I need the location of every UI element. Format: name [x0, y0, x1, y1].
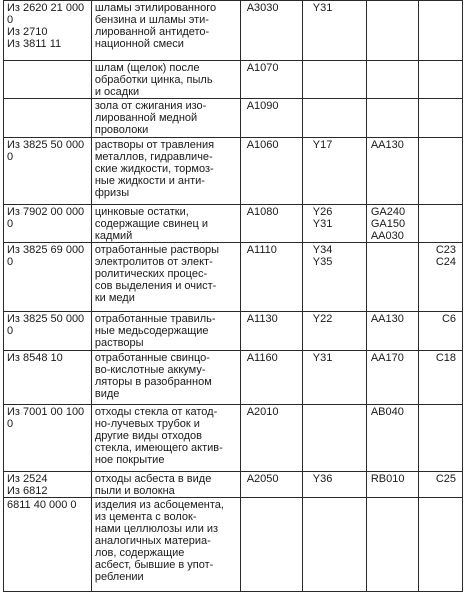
y-code-cell [302, 61, 366, 99]
oecd-code-cell: RB010 [366, 472, 418, 498]
table-row [4, 243, 463, 312]
table-row [4, 472, 463, 498]
waste-description-cell: отработанные растворы электролитов от элект- ролитических процес- сов выделения и очист- ки меди [91, 243, 240, 312]
table-row [4, 351, 463, 405]
basel-a-code-cell: A2010 [240, 405, 302, 472]
y-code-cell [302, 498, 366, 592]
c-code-cell: C6 [418, 312, 462, 351]
oecd-code-cell: GA240 GA150 AA030 [366, 205, 418, 243]
tn-ved-code-cell: Из 8548 10 [4, 351, 92, 405]
table-row [4, 312, 463, 351]
c-code-cell: C25 [418, 472, 462, 498]
table-row [4, 138, 463, 205]
oecd-code-cell: AB040 [366, 405, 418, 472]
y-code-cell: Y17 [302, 138, 366, 205]
tn-ved-code-cell: Из 2524 Из 6812 [4, 472, 92, 498]
basel-a-code-cell: A1110 [240, 243, 302, 312]
basel-a-code-cell: A1080 [240, 205, 302, 243]
tn-ved-code-cell: Из 3825 50 000 0 [4, 138, 92, 205]
c-code-cell: C23 C24 [418, 243, 462, 312]
oecd-code-cell: AA130 [366, 138, 418, 205]
y-code-cell: Y36 [302, 472, 366, 498]
tn-ved-code-cell: Из 7001 00 100 0 [4, 405, 92, 472]
waste-description-cell: шламы этилированного бензина и шламы эти- лированной антидето- национной смеси [91, 1, 240, 61]
table-row [4, 99, 463, 138]
tn-ved-code-cell: Из 3825 69 000 0 [4, 243, 92, 312]
basel-a-code-cell [240, 498, 302, 592]
waste-description-cell: отработанные травиль- ные медьсодержащие растворы [91, 312, 240, 351]
basel-a-code-cell: A1060 [240, 138, 302, 205]
oecd-code-cell [366, 243, 418, 312]
oecd-code-cell: AA130 [366, 312, 418, 351]
waste-code-table [3, 0, 463, 592]
c-code-cell: C18 [418, 351, 462, 405]
tn-ved-code-cell [4, 99, 92, 138]
waste-description-cell: отходы асбеста в виде пыли и волокна [91, 472, 240, 498]
oecd-code-cell [366, 498, 418, 592]
oecd-code-cell [366, 61, 418, 99]
c-code-cell [418, 405, 462, 472]
basel-a-code-cell: A1130 [240, 312, 302, 351]
c-code-cell [418, 138, 462, 205]
table-row [4, 61, 463, 99]
y-code-cell: Y22 [302, 312, 366, 351]
table-row [4, 405, 463, 472]
basel-a-code-cell: A1070 [240, 61, 302, 99]
c-code-cell [418, 205, 462, 243]
table-body [4, 1, 463, 592]
c-code-cell [418, 61, 462, 99]
tn-ved-code-cell: Из 7902 00 000 0 [4, 205, 92, 243]
basel-a-code-cell: A2050 [240, 472, 302, 498]
y-code-cell: Y31 [302, 1, 366, 61]
y-code-cell: Y34 Y35 [302, 243, 366, 312]
waste-description-cell: отработанные свинцо- во-кислотные аккуму- ляторы в разобранном виде [91, 351, 240, 405]
y-code-cell: Y26 Y31 [302, 205, 366, 243]
tn-ved-code-cell: Из 3825 50 000 0 [4, 312, 92, 351]
tn-ved-code-cell: Из 2620 21 000 0 Из 2710 Из 3811 11 [4, 1, 92, 61]
table-row [4, 1, 463, 61]
basel-a-code-cell: A3030 [240, 1, 302, 61]
oecd-code-cell [366, 1, 418, 61]
basel-a-code-cell: A1090 [240, 99, 302, 138]
y-code-cell: Y31 [302, 351, 366, 405]
basel-a-code-cell: A1160 [240, 351, 302, 405]
y-code-cell [302, 405, 366, 472]
table-row [4, 498, 463, 592]
c-code-cell [418, 99, 462, 138]
waste-description-cell: изделия из асбоцемента, из цемента с волок- нами целлюлозы или из аналогичных материа- лов, содержащие асбест, бывшие в упот- реблении [91, 498, 240, 592]
tn-ved-code-cell [4, 61, 92, 99]
y-code-cell [302, 99, 366, 138]
tn-ved-code-cell: 6811 40 000 0 [4, 498, 92, 592]
waste-description-cell: отходы стекла от катод- но-лучевых трубок и другие виды отходов стекла, имеющего актив- ное покрытие [91, 405, 240, 472]
waste-description-cell: растворы от травления металлов, гидравличе- ские жидкости, тормоз- ные жидкости и анти- фризы [91, 138, 240, 205]
oecd-code-cell: AA170 [366, 351, 418, 405]
waste-description-cell: зола от сжигания изо- лированной медной проволоки [91, 99, 240, 138]
waste-description-cell: цинковые остатки, содержащие свинец и кадмий [91, 205, 240, 243]
c-code-cell [418, 1, 462, 61]
c-code-cell [418, 498, 462, 592]
table-row [4, 205, 463, 243]
oecd-code-cell [366, 99, 418, 138]
waste-description-cell: шлам (щелок) после обработки цинка, пыль и осадки [91, 61, 240, 99]
